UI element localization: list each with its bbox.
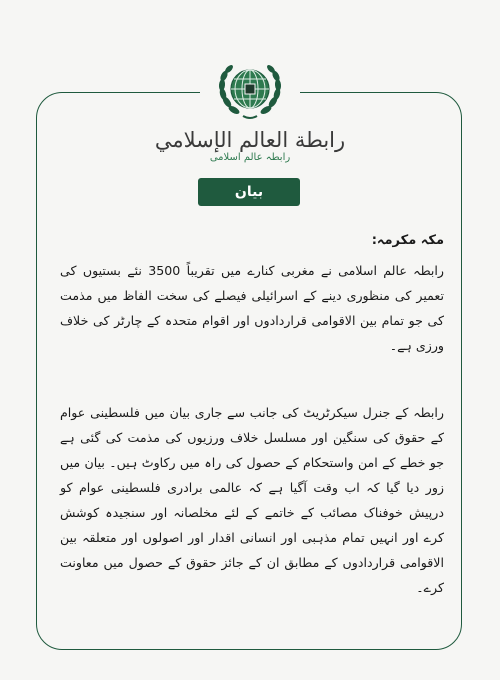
globe-with-laurel-emblem-icon [215, 58, 285, 126]
dateline: مکہ مکرمہ: [371, 233, 444, 248]
statement-badge [198, 178, 300, 206]
statement-badge-label: بیان [234, 184, 264, 200]
paragraph-1: رابطہ عالم اسلامی نے مغربی کنارے میں تقریباً 3500 نئے بستیوں کی تعمیر کی منظوری دینے کے اسرائیلی فیصلے کی سخت الفاظ میں مذمت کی جو تمام بین الاقوامی قراردادوں اور اقوام متحدہ کے چارٹر کی خلاف ورزی ہے۔ [60, 263, 444, 353]
organization-name: رابطة العالم الإسلامي [154, 128, 346, 152]
organization-name-urdu: رابطہ عالم اسلامی [209, 152, 291, 163]
paragraph-2: رابطہ کے جنرل سیکرٹریٹ کی جانب سے جاری بیان میں فلسطینی عوام کے حقوق کی سنگین اور مسلسل خلاف ورزیوں کی مذمت کی گئی ہے جو خطے کے امن واستحکام کے حصول کی راہ میں رکاوٹ ہیں۔ بیان میں زور دیا گیا کہ اب وقت آگیا ہے کہ عالمی برادری فلسطینی عوام کو درپیش خوفناک مصائب کے خاتمے کے لئے مخلصانہ اور سنجیدہ کوشش کرے اور انہیں تمام مذہبی اور انسانی اقدار اور اصولوں اور متعلقہ بین الاقوامی قراردادوں کے مطابق ان کے جائز حقوق کے حصول میں معاونت کرے۔ [60, 405, 444, 595]
emblem-container [200, 58, 300, 126]
